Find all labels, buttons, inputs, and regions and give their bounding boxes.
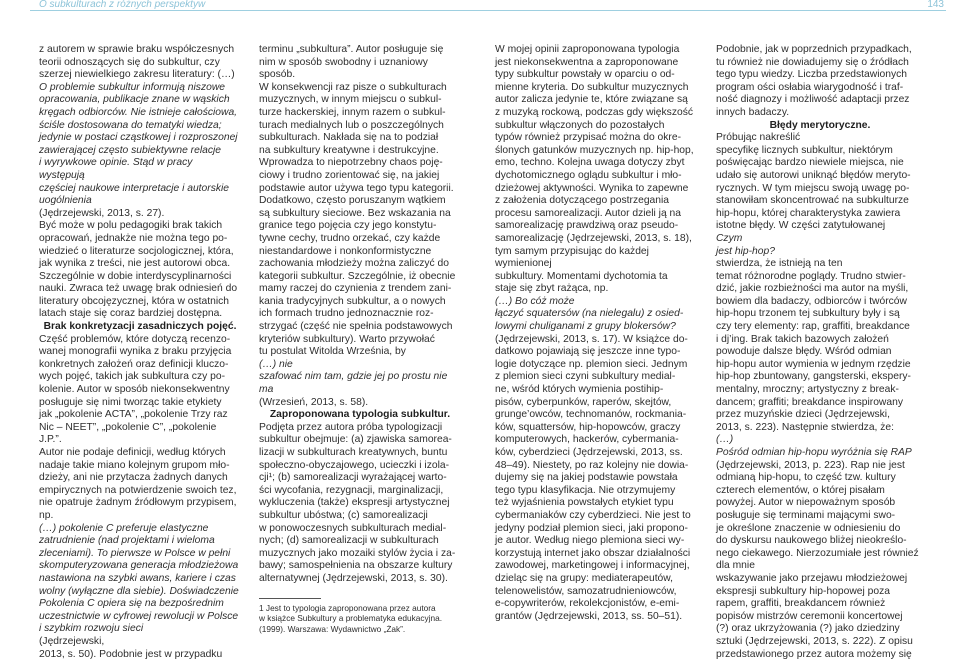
- paragraph: stwierdza, że istnieją na ten temat różnorodne poglądy. Trudno stwier- dzić, jakie rozbieżności ma autor na myśli, bowiem dla badaczy, odbiorców i twórców hip-hopu trzonem tej subkultury były i są czy tery elementy: rap, graffiti, breakdance i dj’ing. Brak takich bazowych założeń powoduje dalsze błędy. Wśród odmian hip-hopu autor wymienia w jednym rzędzie hip-hop zbuntowany, gangsterski, ekspery- mentalny, mroczny; artystyczny z break- dancem; graffiti; breakdance inspirowany przez muzyńskie dzieci (Jędrzejewski, 2013, s. 223). Następnie stwierdza, że:: [716, 258, 911, 433]
- text-column-1: [39, 44, 241, 661]
- paragraph: Czym jest hip-hop?: [716, 232, 775, 257]
- running-title: O subkulturach z różnych perspektyw: [39, 0, 206, 10]
- text-column-2: [259, 44, 461, 634]
- running-header: [0, 0, 960, 12]
- paragraph: Część problemów, które dotyczą recenzo- wanej monografii wynika z braku przyjęcia konkretnych założeń oraz definicji kluczo- wych pojęć, takich jak subkultura czy po- kolenie. Autor w sposób niekonsekwentny posługuje się nimi tworząc takie etykiety jak „pokolenie ACTA”, „pokolenie Trzy raz Nic – NEET”, „pokolenie C”, „pokolenie J.P.”. Autor nie podaje definicji, według których nadaje takie miano kolejnym grupom mło- dzieży, ani nie przytacza żadnych danych empirycznych na potwierdzenie swoich tez, nie opatruje żadnym źródłowym przypisem, np.: [39, 333, 237, 521]
- section-heading: Błędy merytoryczne.: [769, 119, 871, 131]
- paragraph: (Jędrzejewski, 2013, s. 27). Być może w polu pedagogiki brak takich opracowań, jednakże nie można tego po- wiedzieć o literaturze socjologicznej, która, jak wynika z treści, nie jest autorowi obca. Szczególnie w dobie interdyscyplinarności nauki. Zwraca też uwagę brak odniesień do literatury obcojęzycznej, która w ostatnich latach staje się coraz bardziej dostępna.: [39, 207, 238, 320]
- header-rule: [30, 10, 946, 11]
- paragraph: terminu „subkultura”. Autor posługuje się nim w sposób swobodny i uznaniowy sposób. W konsekwencji raz pisze o subkulturach muzycznych, w innym miejscu o subkul- turze hackerskiej, innym razem o subkul- turach medialnych lub o poszczególnych subkulturach. Nakłada się na to podział na subkultury kreatywne i destrukcyjne. Wprowadza to niepotrzebny chaos poję- ciowy i trudno zorientować się, na jakiej podstawie autor używa tego typu kategorii. Dodatkowo, często poruszanym wątkiem są subkultury sieciowe. Bez wskazania na granice tego pojęcia czy jego konstytu- tywne cechy, trudno orzekać, czy każde niestandardowe i nonkonformistyczne zachowania młodzieży można zaliczyć do kategorii subkultur. Szczególnie, iż obecnie mamy raczej do czynienia z trendem zani- kania tradycyjnych subkultur, a o nowych ich formach trudno jednoznacznie roz- strzygać (część nie spełnia podstawowych kryteriów subkultury). Warto przywołać tu postulat Witolda Września, by: [259, 44, 456, 358]
- paragraph: Podobnie, jak w poprzednich przypadkach, tu również nie dowiadujemy się o źródłach tego typu wiedzy. Liczba przedstawionych program ości osłabia wiarygodność i traf- ność diagnozy i możliwość adaptacji przez innych badaczy.: [716, 44, 912, 118]
- footnote: 1 Jest to typologia zaproponowana przez autora w książce Subkultury a problematyka edukacyjna. (1999). Warszawa: Wydawnictwo „Żak”.: [259, 602, 443, 634]
- paragraph: Próbując nakreślić specyfikę licznych subkultur, niektórym poświęcając bardzo niewiele miejsca, nie udało się autorowi uniknąć błędów meryto- rycznych. W tym miejscu swoją uwagę po- stanowiłam skoncentrować na subkulturze hip-hopu, której charakterystyka zawiera istotne błędy. W części zatytułowanej: [716, 132, 911, 232]
- paragraph: (Jędrzejewski, 2013, p. 223). Rap nie jest odmianą hip-hopu, to część tzw. kultury czterech elementów, o której pisałam powyżej. Autor w niepoważnym sposób posługuje się terminami mającymi swo- je określone znaczenie w odniesieniu do do dyskursu naukowego bliżej nieokreślo- nego ciekawego. Nierzozumiałe jest równieź dla mnie wskazywanie jako przejawu młodzieżowej ekspresji subkultury hip-hopowej poza rapem, graffiti, breakdancem również popisów mistrzów ceremonii koncertowej (?) oraz ukrzyżowania (?) jako dziedziny sztuki (Jędrzejewski, 2013, s. 222). Z opisu przedstawionego przez autora możemy się: [716, 459, 919, 660]
- page-number: 143: [927, 0, 944, 10]
- paragraph: (Jędrzejewski, 2013, s. 17). W książce do- datkowo pojawiają się jeszcze inne typo- logie dotyczące np. plemion sieci. Jednym z plemion sieci czyni subkultury medial- ne, wśród których wymienia postihip- pisów, cyberpunków, raperów, skejtów, grunge’owców, technomanów, rockmania- ków, squattersów, hip-hopowców, graczy komputerowych, hackerów, cybermania- ków, cyberdzieci (Jędrzejewski, 2013, ss. 48–49). Niestety, po raz kolejny nie dowia- dujemy się na jakiej podstawie powstała tego typu klasyfikacja. Nie otrzymujemy też wyjaśnienia powstałych etykiet typu cybermaniaków czy cyberdzieci. Nie jest to jedyny podział plemion sieci, jaki propono- je autor. Według niego plemiona sieci wy- korzystują internet jako obszar działalności zawodowej, marketingowej i informacyjnej, dzieląc się na grupy: mediaterapeutów, telenowelistów, samozatrudnieniowców, e-copywriterów, rekolekcjonistów, e-emi- grantów (Jędrzejewski, 2013, ss. 50–51).: [495, 333, 691, 622]
- paragraph: (…) Bo cóż może łączyć squatersów (na nielegalu) z osied- lowymi chuliganami z grupy blokersów?: [495, 295, 684, 333]
- paragraph: (…) pokolenie C preferuje elastyczne zatrudnienie (nad projektami i wieloma zleceniami). To pierwsze w Polsce w pełni skomputeryzowana generacja młodzieżowa nastawiona na szybki awans, kariere i czas wolny (wyłączne dla siebie). Doświadczenie Pokolenia C opiera się na bezpośrednim uczestnictwie w cyfrowej rewolucji w Polsce i szybkim rozwoju sieci: [39, 522, 239, 635]
- text-column-3: [495, 44, 699, 623]
- paragraph: (Jędrzejewski, 2013, s. 50). Podobnie jest w przypadku: [39, 635, 223, 660]
- paragraph: (Wrzesień, 2013, s. 58).: [259, 396, 369, 408]
- paragraph: O problemie subkultur informują niszowe opracowania, publikacje znane w wąskich kręgach odbiorców. Nie istnieje całościowa, ściśle dostosowana do tematyki wiedza; jedynie w postaci cząstkowej i rozproszonej zawierającej często subiektywne relacje i wyrywkowe opinie. Stąd w pracy występują częściej naukowe interpretacje i autorskie uogólnienia: [39, 81, 238, 207]
- paragraph: W mojej opinii zaproponowana typologia jest niekonsekwentna a zaproponowane typy subkultur powstały w oparciu o od- mienne kryteria. Do subkultur muzycznych autor zalicza jedynie te, które związane są z muzyką rockową, podczas gdy większość subkultur włączonych do pozostałych typów również przypisać można do okre- ślonych gatunków muzycznych np. hip-hop, emo, techno. Kolejna uwaga dotyczy zbyt dychotomicznego oglądu subkultur i mło- dzieżowej aktywności. Wynika to zapewne z założenia dotyczącego postrzegania procesu samorealizacji. Autor dzieli ją na samorealizację prawdziwą oraz pseudo- samorealizację (Jędrzejewski, 2013, s. 18), tym samym przypisując do każdej wymienionej subkultury. Momentami dychotomia ta staje się zbyt rażąca, np.: [495, 44, 694, 295]
- footnote-rule: [259, 598, 321, 599]
- text-column-4: [716, 44, 924, 661]
- section-heading: Brak konkretyzacji zasadniczych pojęć.: [43, 321, 237, 333]
- paragraph: (…) nie szafować nim tam, gdzie jej po prostu nie ma: [259, 358, 448, 396]
- paragraph: Podjęta przez autora próba typologizacji subkultur obejmuje: (a) zjawiska samorea- lizacji w subkulturach kreatywnych, buntu społeczno-obyczajowego, ucieczki i izola- cji¹; (b) samorealizacji wyrażającej warto- ści wycofania, rezygnacji, marginalizacji, wykluczenia (także) ekspresji artystycznej subkultur ubóstwa; (c) samorealizacji w ponowoczesnych subkulturach medial- nych; (d) samorealizacji w subkulturach muzycznych jako mozaiki stylów życia i za- bawy; samospełnienia na obszarze kultury alternatywnej (Jędrzejewski, 2013, s. 30).: [259, 421, 456, 584]
- section-heading: Zaproponowana typologia subkultur.: [269, 409, 451, 421]
- paragraph: z autorem w sprawie braku współczesnych teorii odnoszących się do subkultur, czy szerzej niewielkiego zakresu literatury: (…): [39, 44, 235, 81]
- paragraph: (…) Pośród odmian hip-hopu wyróżnia się RAP: [716, 434, 912, 458]
- column-2-body: [259, 44, 461, 586]
